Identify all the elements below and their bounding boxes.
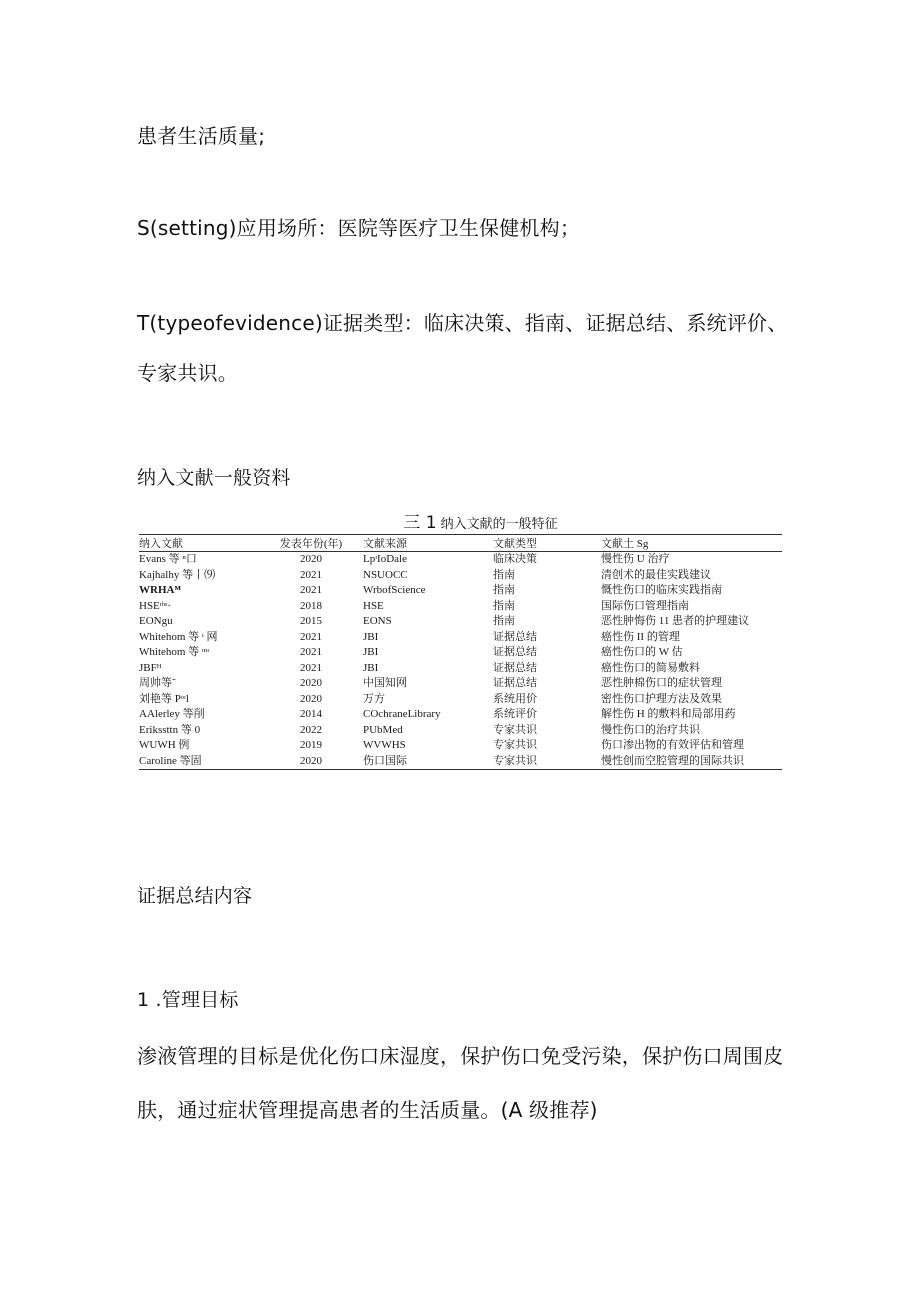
paragraph-evidence-type: T(typeofevidence)证据类型：临床决策、指南、证据总结、系统评价、 <box>137 311 788 335</box>
cell-topic: 恶性肿棉伤口的症状管理 <box>601 677 722 690</box>
cell-literature: WUWH 例 <box>139 739 190 752</box>
table-row <box>139 754 782 770</box>
cell-topic: 国际伤口管理指南 <box>601 599 689 612</box>
cell-type: 指南 <box>493 568 515 581</box>
cell-year: 2021 <box>300 568 322 581</box>
cell-literature: Whitehom 等 ᶦⁿᶦ <box>139 646 210 659</box>
cell-source: WVWHS <box>363 739 406 752</box>
cell-year: 2018 <box>300 599 322 612</box>
cell-source: LpᶦIoDale <box>363 553 407 566</box>
table-row <box>139 738 782 754</box>
table-caption-lead: 三 1 <box>403 513 437 533</box>
cell-literature: Kajhalhy 等丨⑼ <box>139 568 216 581</box>
cell-topic: 慢性伤 U 治疗 <box>601 553 670 566</box>
cell-year: 2020 <box>300 677 322 690</box>
cell-type: 指南 <box>493 599 515 612</box>
header-year: 发表年份(年) <box>279 538 343 550</box>
cell-topic: 癌性伤口的 W 估 <box>601 646 683 659</box>
cell-topic: 伤口渗出物的有效评估和管理 <box>601 739 744 752</box>
header-type: 文献类型 <box>493 538 537 550</box>
paragraph-setting: S(setting)应用场所：医院等医疗卫生保健机构； <box>137 216 581 240</box>
cell-type: 证据总结 <box>493 646 537 659</box>
literature-table-block <box>139 514 782 770</box>
cell-topic: 清创术的最佳实践建议 <box>601 568 711 581</box>
table-row <box>139 568 782 584</box>
table-row <box>139 583 782 599</box>
cell-topic: 癌性伤口的简易敷料 <box>601 661 700 674</box>
cell-literature: WRHAᴹ <box>139 584 181 597</box>
cell-year: 2021 <box>300 661 322 674</box>
paragraph-goal-line1: 渗液管理的目标是优化伤口床湿度，保护伤口免受污染，保护伤口周围皮 <box>137 1044 784 1068</box>
cell-source: JBI <box>363 661 379 674</box>
cell-type: 指南 <box>493 584 515 597</box>
table-header-row <box>139 535 782 552</box>
cell-type: 系统用价 <box>493 692 537 705</box>
cell-topic: 慨性伤口的临床实践指南 <box>601 584 722 597</box>
cell-year: 2019 <box>300 739 322 752</box>
cell-year: 2021 <box>300 646 322 659</box>
cell-type: 证据总结 <box>493 630 537 643</box>
cell-literature: 刘艳等 Pᵒᶦl <box>139 692 189 705</box>
section-title-summary: 证据总结内容 <box>137 885 253 907</box>
cell-source: PUbMed <box>363 723 403 736</box>
table-row <box>139 692 782 708</box>
cell-year: 2022 <box>300 723 322 736</box>
cell-source: 中国知网 <box>363 677 407 690</box>
cell-literature: Evans 等 ⁿ口 <box>139 553 197 566</box>
cell-literature: Whitehom 等 ᶦ 网 <box>139 630 218 643</box>
item-title-management-goal: 1 .管理目标 <box>137 989 239 1011</box>
cell-source: JBI <box>363 646 379 659</box>
cell-type: 专家共识 <box>493 739 537 752</box>
cell-literature: 周帅等˜ <box>139 677 176 690</box>
cell-literature: AAlerley 等削 <box>139 708 205 721</box>
paragraph-patient-quality: 患者生活质量; <box>137 124 266 148</box>
cell-year: 2021 <box>300 630 322 643</box>
cell-year: 2021 <box>300 584 322 597</box>
cell-source: 伤口国际 <box>363 754 407 767</box>
cell-topic: 解性伤 H 的敷料和局部用药 <box>601 708 736 721</box>
cell-type: 证据总结 <box>493 677 537 690</box>
cell-topic: 慢性伤口的治疗共识 <box>601 723 700 736</box>
cell-source: NSUOCC <box>363 568 408 581</box>
table-caption <box>139 514 782 534</box>
table-row <box>139 552 782 568</box>
cell-year: 2015 <box>300 615 322 628</box>
cell-type: 指南 <box>493 615 515 628</box>
paragraph-goal-line2: 肤，通过症状管理提高患者的生活质量。(A 级推荐) <box>137 1098 598 1122</box>
cell-literature: Erikssttn 等 0 <box>139 723 201 736</box>
cell-source: COchraneLibrary <box>363 708 441 721</box>
table-row <box>139 599 782 615</box>
header-source: 文献来源 <box>363 538 407 550</box>
header-topic: 文献土 Sg <box>601 538 649 550</box>
cell-literature: Caroline 等固 <box>139 754 202 767</box>
cell-source: JBI <box>363 630 379 643</box>
table-caption-text: 纳入文献的一般特征 <box>440 517 558 532</box>
cell-year: 2020 <box>300 553 322 566</box>
table-row <box>139 723 782 739</box>
cell-type: 临床决策 <box>493 553 537 566</box>
cell-year: 2020 <box>300 692 322 705</box>
literature-table <box>139 534 782 770</box>
table-row <box>139 630 782 646</box>
cell-literature: JBFᴴ <box>139 661 162 674</box>
cell-topic: 恶性肿悔伤 11 患者的护理建议 <box>601 615 750 628</box>
cell-source: HSE <box>363 599 384 612</box>
cell-source: WrbofScience <box>363 584 426 597</box>
table-row <box>139 676 782 692</box>
header-literature: 纳入文献 <box>139 538 183 550</box>
table-row <box>139 661 782 677</box>
cell-year: 2020 <box>300 754 322 767</box>
cell-source: EONS <box>363 615 392 628</box>
cell-source: 万方 <box>363 692 385 705</box>
cell-topic: 密性伤口护理方法及效果 <box>601 692 722 705</box>
table-row <box>139 614 782 630</box>
section-title-literature: 纳入文献一般资料 <box>137 467 291 489</box>
cell-type: 证据总结 <box>493 661 537 674</box>
cell-topic: 癌性伤 II 的管理 <box>601 630 680 643</box>
cell-type: 系统评价 <box>493 708 537 721</box>
paragraph-evidence-type-cont: 专家共识。 <box>137 361 238 385</box>
cell-topic: 慢性创而空腔管理的国际共识 <box>601 754 744 767</box>
cell-literature: EONgu <box>139 615 173 628</box>
table-row <box>139 707 782 723</box>
cell-type: 专家共识 <box>493 723 537 736</box>
cell-literature: HSEᶦᵇˢ· <box>139 599 171 612</box>
cell-year: 2014 <box>300 708 322 721</box>
cell-type: 专家共识 <box>493 754 537 767</box>
table-row <box>139 645 782 661</box>
